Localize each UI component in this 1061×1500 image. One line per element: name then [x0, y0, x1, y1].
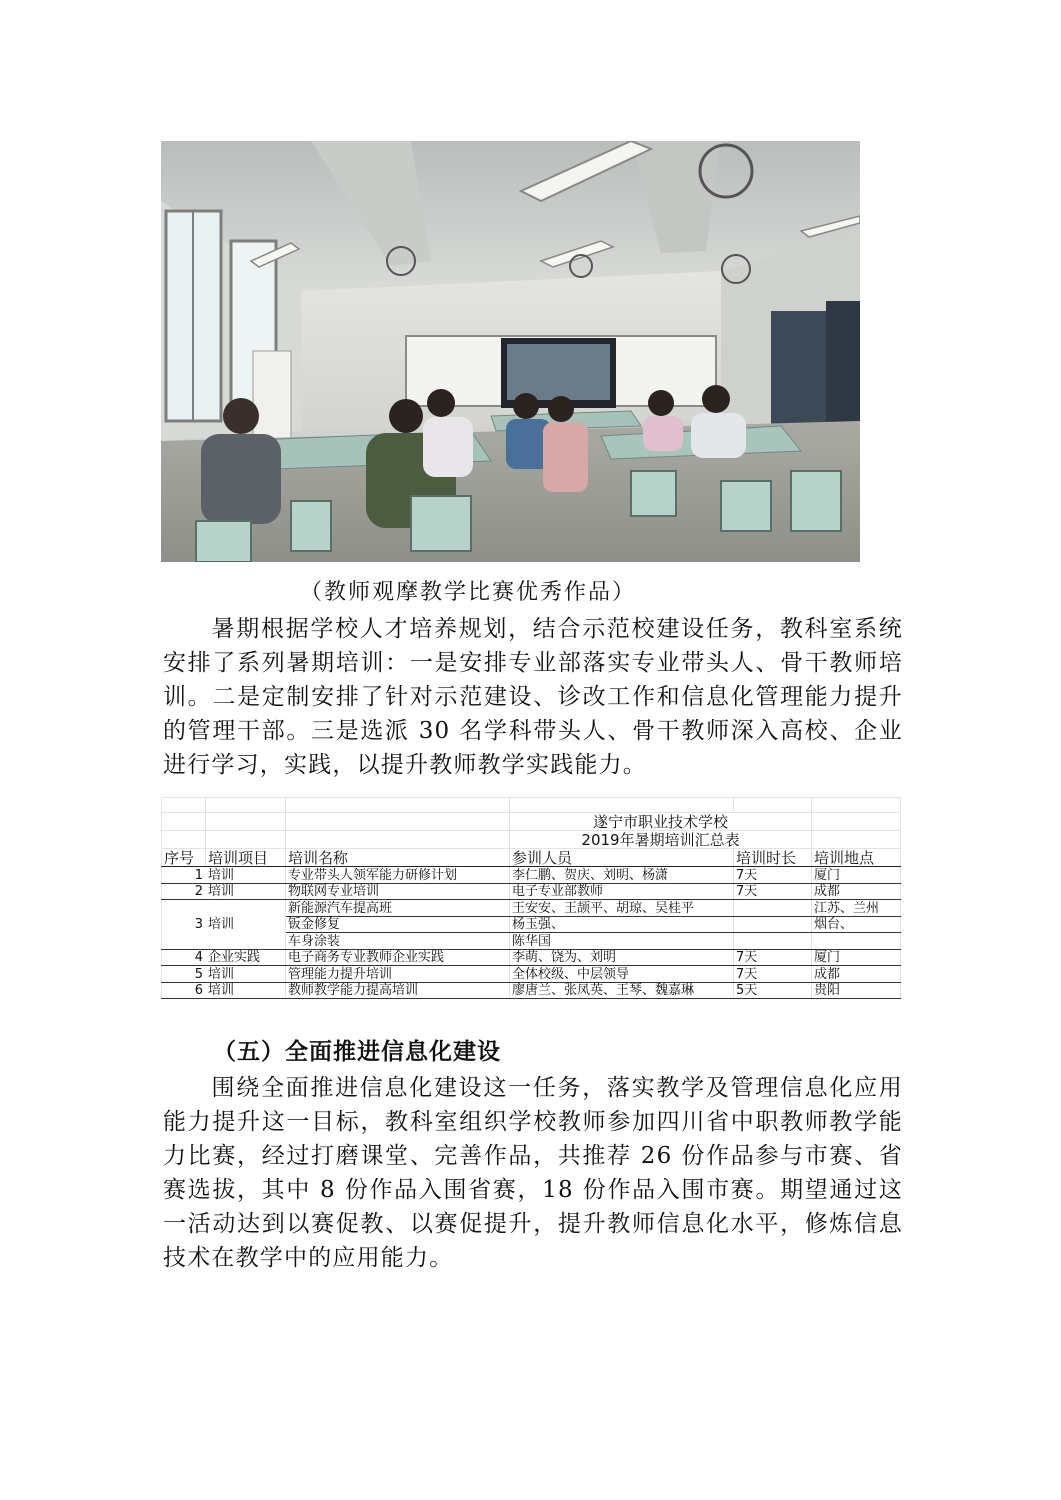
col-header: 参训人员 [510, 849, 734, 867]
cell-no: 2 [162, 883, 206, 900]
cell-days [734, 916, 812, 933]
cell-days [734, 933, 812, 950]
cell-place: 江苏、兰州 [812, 900, 901, 917]
cell-people: 李萌、饶为、刘明 [510, 949, 734, 966]
section-heading: （五）全面推进信息化建设 [213, 1039, 501, 1065]
cell-place: 成都 [812, 883, 901, 900]
table-subtitle: 2019年暑期培训汇总表 [510, 831, 812, 849]
paragraph-training-text: 暑期根据学校人才培养规划，结合示范校建设任务，教科室系统安排了系列暑期培训：一是安排专业部落实专业带头人、骨干教师培训。二是定制安排了针对示范建设、诊改工作和信息化管理能力提升的管理干部。三是选派 30 名学科带头人、骨干教师深入高校、企业进行学习，实践，以提升教师教学实践能力。 [163, 616, 903, 778]
paragraph-informatization [163, 1071, 903, 1275]
paragraph-training [163, 612, 903, 782]
cell-days [734, 900, 812, 917]
paragraph-informatization-text: 围绕全面推进信息化建设这一任务，落实教学及管理信息化应用能力提升这一目标，教科室组织学校教师参加四川省中职教师教学能力比赛，经过打磨课堂、完善作品，共推荐 26 份作品参与市赛、省赛选拔，其中 8 份作品入围省赛，18 份作品入围市赛。期望通过这一活动达到以赛促教、以赛促提升，提升教师信息化水平，修炼信息技术在教学中的应用能力。 [163, 1075, 903, 1271]
table-row [162, 966, 901, 983]
cell-type: 培训 [206, 883, 286, 900]
cell-days: 7天 [734, 867, 812, 884]
cell-no: 6 [162, 982, 206, 999]
cell-place: 厦门 [812, 867, 901, 884]
cell-days: 5天 [734, 982, 812, 999]
cell-name: 新能源汽车提高班 [286, 900, 510, 917]
cell-place: 烟台、 [812, 916, 901, 933]
cell-people: 王安安、王颉平、胡琼、吴桂平 [510, 900, 734, 917]
cell-type: 企业实践 [206, 949, 286, 966]
col-header: 序号 [162, 849, 206, 867]
cell-name: 管理能力提升培训 [286, 966, 510, 983]
table-row [162, 883, 901, 900]
col-header: 培训时长 [734, 849, 812, 867]
table-title: 遂宁市职业技术学校 [510, 813, 812, 831]
cell-people: 廖唐兰、张凤英、王琴、魏嘉琳 [510, 982, 734, 999]
table-row [162, 867, 901, 884]
cell-place: 贵阳 [812, 982, 901, 999]
cell-place [812, 933, 901, 950]
col-header: 培训地点 [812, 849, 901, 867]
cell-days: 7天 [734, 966, 812, 983]
cell-type: 培训 [206, 867, 286, 884]
cell-people: 陈华国 [510, 933, 734, 950]
cell-name: 电子商务专业教师企业实践 [286, 949, 510, 966]
photo-caption: （教师观摩教学比赛优秀作品） [300, 580, 637, 605]
table-title-row-1 [162, 813, 901, 831]
table-title-row-2 [162, 831, 901, 849]
table-row [162, 982, 901, 999]
table-header-row [162, 849, 901, 867]
cell-type: 培训 [206, 900, 286, 950]
cell-name: 钣金修复 [286, 916, 510, 933]
cell-no: 3 [162, 900, 206, 950]
table-row [162, 949, 901, 966]
cell-type: 培训 [206, 966, 286, 983]
cell-place: 厦门 [812, 949, 901, 966]
cell-place: 成都 [812, 966, 901, 983]
cell-people: 李仁鹏、贺庆、刘明、杨潇 [510, 867, 734, 884]
cell-people: 杨玉强、 [510, 916, 734, 933]
cell-people: 电子专业部教师 [510, 883, 734, 900]
cell-name: 物联网专业培训 [286, 883, 510, 900]
col-header: 培训项目 [206, 849, 286, 867]
training-summary-table [161, 797, 900, 1025]
cell-name: 教师教学能力提高培训 [286, 982, 510, 999]
cell-no: 4 [162, 949, 206, 966]
cell-no: 1 [162, 867, 206, 884]
cell-no: 5 [162, 966, 206, 983]
cell-type: 培训 [206, 982, 286, 999]
classroom-photo [161, 141, 860, 562]
cell-name: 专业带头人领军能力研修计划 [286, 867, 510, 884]
col-header: 培训名称 [286, 849, 510, 867]
cell-days: 7天 [734, 883, 812, 900]
cell-people: 全体校级、中层领导 [510, 966, 734, 983]
cell-name: 车身涂装 [286, 933, 510, 950]
table-row [162, 900, 901, 917]
cell-days: 7天 [734, 949, 812, 966]
